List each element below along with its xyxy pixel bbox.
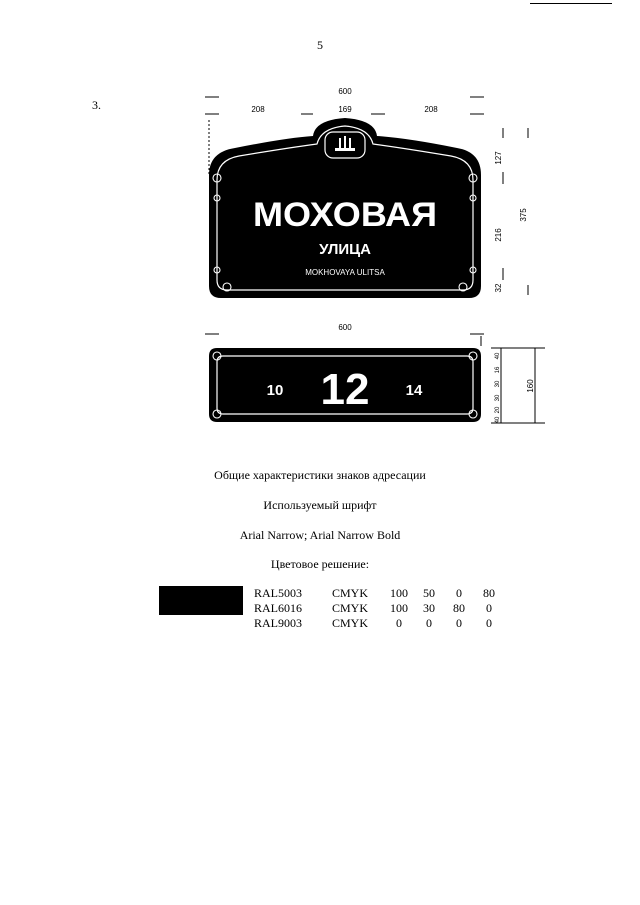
dim-v-total: 375 bbox=[519, 208, 528, 222]
cmyk-c: 0 bbox=[396, 616, 402, 630]
dim2-v-c: 30 bbox=[495, 380, 501, 388]
left-house-number: 10 bbox=[266, 382, 284, 399]
street-sign-drawing bbox=[195, 80, 555, 310]
house-number-sign-drawing bbox=[195, 318, 555, 433]
general-characteristics-heading: Общие характеристики знаков адресации bbox=[214, 468, 426, 482]
top-rule bbox=[530, 3, 612, 4]
dim2-v-b: 16 bbox=[495, 366, 501, 374]
dim-left: 208 bbox=[251, 105, 265, 114]
table-row bbox=[254, 601, 504, 616]
font-heading: Используемый шрифт bbox=[263, 498, 377, 512]
dim2-v-f: 40 bbox=[495, 416, 501, 424]
cmyk-c: 100 bbox=[390, 586, 408, 600]
dim-v-top: 127 bbox=[494, 151, 503, 165]
ral-code: RAL5003 bbox=[254, 586, 302, 600]
cmyk-y: 0 bbox=[456, 616, 462, 630]
cmyk-y: 80 bbox=[453, 601, 465, 615]
dim2-v-d: 30 bbox=[495, 394, 501, 402]
dim2-total-width: 600 bbox=[338, 323, 352, 332]
main-house-number: 12 bbox=[320, 365, 370, 414]
page-number: 5 bbox=[317, 38, 323, 52]
ral-code: RAL6016 bbox=[254, 601, 302, 615]
dim-right: 208 bbox=[424, 105, 438, 114]
ral-code: RAL9003 bbox=[254, 616, 302, 630]
dim2-v-total: 160 bbox=[526, 379, 535, 393]
street-type: УЛИЦА bbox=[319, 241, 371, 258]
color-heading: Цветовое решение: bbox=[270, 557, 370, 571]
street-name: МОХОВАЯ bbox=[253, 196, 437, 234]
color-model: CMYK bbox=[332, 586, 369, 600]
table-row bbox=[254, 616, 504, 631]
color-swatch bbox=[159, 586, 243, 615]
color-model: CMYK bbox=[332, 616, 369, 630]
color-model: CMYK bbox=[332, 601, 369, 615]
font-names: Arial Narrow; Arial Narrow Bold bbox=[239, 528, 401, 542]
dim2-v-a: 40 bbox=[495, 352, 501, 360]
cmyk-k: 0 bbox=[486, 616, 492, 630]
dim-v-mid: 216 bbox=[494, 228, 503, 242]
cmyk-m: 50 bbox=[423, 586, 435, 600]
cmyk-c: 100 bbox=[390, 601, 408, 615]
street-transliteration: MOKHOVAYA ULITSA bbox=[305, 268, 385, 277]
cmyk-m: 30 bbox=[423, 601, 435, 615]
right-house-number: 14 bbox=[405, 382, 423, 399]
dim-total-width: 600 bbox=[338, 87, 352, 96]
cmyk-k: 0 bbox=[486, 601, 492, 615]
dim-v-bottom: 32 bbox=[494, 283, 503, 293]
cmyk-y: 0 bbox=[456, 586, 462, 600]
dim-center: 169 bbox=[338, 105, 352, 114]
item-number: 3. bbox=[92, 98, 101, 112]
cmyk-m: 0 bbox=[426, 616, 432, 630]
color-table bbox=[254, 586, 504, 631]
dim2-v-e: 20 bbox=[495, 406, 501, 414]
table-row bbox=[254, 586, 504, 601]
cmyk-k: 80 bbox=[483, 586, 495, 600]
